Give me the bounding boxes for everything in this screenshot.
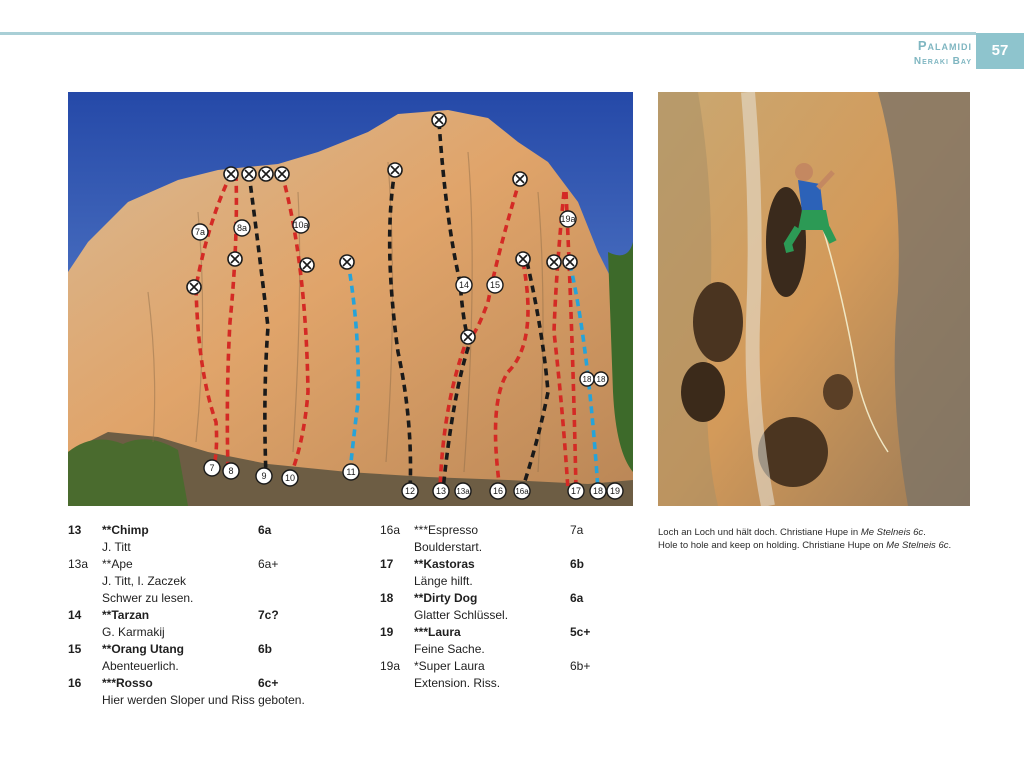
topo-label: 18 bbox=[592, 486, 604, 496]
topo-label: 16 bbox=[492, 486, 504, 496]
route-description: Schwer zu lesen. bbox=[102, 591, 194, 605]
route-grade: 6a+ bbox=[258, 557, 279, 571]
topo-label: 13 bbox=[435, 486, 447, 496]
route-name: **Chimp bbox=[102, 523, 149, 537]
route-entry bbox=[68, 675, 358, 709]
topo-label: 13a bbox=[456, 487, 470, 496]
photo-caption bbox=[658, 526, 988, 552]
area-name: Palamidi bbox=[917, 38, 972, 53]
topo-label: 17 bbox=[570, 486, 582, 496]
route-name: **Dirty Dog bbox=[414, 591, 478, 605]
route-number: 17 bbox=[380, 557, 394, 571]
route-grade: 6b bbox=[258, 642, 273, 656]
route-number: 16 bbox=[68, 676, 82, 690]
topo-label: 18 bbox=[596, 375, 606, 384]
route-number: 15 bbox=[68, 642, 82, 656]
route-entry bbox=[380, 590, 630, 624]
running-header bbox=[914, 38, 972, 70]
route-name: **Ape bbox=[102, 557, 133, 571]
topo-photo bbox=[68, 92, 633, 506]
route-entry bbox=[68, 641, 358, 675]
route-number: 19a bbox=[380, 659, 401, 673]
topo-label: 8 bbox=[228, 466, 234, 476]
route-grade: 6b+ bbox=[570, 659, 591, 673]
topo-label: 19a bbox=[560, 214, 576, 224]
route-name: *Super Laura bbox=[414, 659, 485, 673]
sector-name: Neraki Bay bbox=[913, 56, 972, 67]
route-description: Hier werden Sloper und Riss geboten. bbox=[102, 693, 305, 707]
route-entry bbox=[380, 658, 630, 692]
topo-label: 12 bbox=[404, 486, 416, 496]
topo-label: 9 bbox=[261, 471, 267, 481]
caption-english: Hole to hole and keep on holding. Christiane Hupe on Me Stelneis 6c. bbox=[658, 540, 952, 551]
route-name: ***Rosso bbox=[102, 676, 153, 690]
route-name: ***Espresso bbox=[414, 523, 479, 537]
route-entry bbox=[380, 522, 630, 556]
route-description: Glatter Schlüssel. bbox=[414, 608, 509, 622]
route-grade: 6c+ bbox=[258, 676, 279, 690]
topo-label: 10 bbox=[284, 473, 296, 483]
climber-photo bbox=[658, 92, 970, 506]
route-number: 19 bbox=[380, 625, 394, 639]
route-grade: 7c? bbox=[258, 608, 279, 622]
route-number: 14 bbox=[68, 608, 82, 622]
topo-label: 7a bbox=[194, 227, 206, 237]
route-entry bbox=[68, 522, 358, 556]
topo-label: 18 bbox=[582, 375, 592, 384]
route-list-left bbox=[68, 522, 358, 709]
route-description: J. Titt bbox=[102, 540, 131, 554]
topo-label: 15 bbox=[489, 280, 501, 290]
route-description: Boulderstart. bbox=[414, 540, 483, 554]
topo-label: 10a bbox=[293, 220, 309, 230]
page-number: 57 bbox=[976, 33, 1024, 69]
route-grade: 6a bbox=[570, 591, 584, 605]
caption-german: Loch an Loch und hält doch. Christiane Hupe in Me Stelneis 6c. bbox=[658, 527, 926, 538]
route-description: Feine Sache. bbox=[414, 642, 485, 656]
route-number: 13 bbox=[68, 523, 82, 537]
route-description: Extension. Riss. bbox=[414, 676, 501, 690]
route-name: ***Laura bbox=[414, 625, 461, 639]
header-rule bbox=[0, 32, 976, 35]
route-grade: 6b bbox=[570, 557, 585, 571]
route-number: 13a bbox=[68, 557, 89, 571]
route-grade: 7a bbox=[570, 523, 584, 537]
route-grade: 6a bbox=[258, 523, 272, 537]
route-entry bbox=[68, 607, 358, 641]
route-grade: 5c+ bbox=[570, 625, 591, 639]
topo-label: 16a bbox=[515, 487, 529, 496]
route-entry bbox=[380, 556, 630, 590]
route-number: 16a bbox=[380, 523, 401, 537]
route-entry bbox=[68, 556, 358, 607]
route-number: 18 bbox=[380, 591, 394, 605]
topo-label: 11 bbox=[346, 467, 356, 477]
topo-illustration bbox=[68, 92, 633, 506]
climber-illustration bbox=[658, 92, 970, 506]
topo-label: 8a bbox=[236, 223, 248, 233]
route-description: Abenteuerlich. bbox=[102, 659, 179, 673]
route-name: **Kastoras bbox=[414, 557, 475, 571]
topo-label: 19 bbox=[609, 486, 621, 496]
route-list-right bbox=[380, 522, 630, 692]
topo-label: 7 bbox=[209, 463, 215, 473]
route-entry bbox=[380, 624, 630, 658]
route-description: G. Karmakij bbox=[102, 625, 165, 639]
topo-label: 14 bbox=[458, 280, 470, 290]
route-description: Länge hilft. bbox=[414, 574, 473, 588]
route-description: J. Titt, I. Zaczek bbox=[102, 574, 187, 588]
route-name: **Orang Utang bbox=[102, 642, 185, 656]
route-name: **Tarzan bbox=[102, 608, 150, 622]
